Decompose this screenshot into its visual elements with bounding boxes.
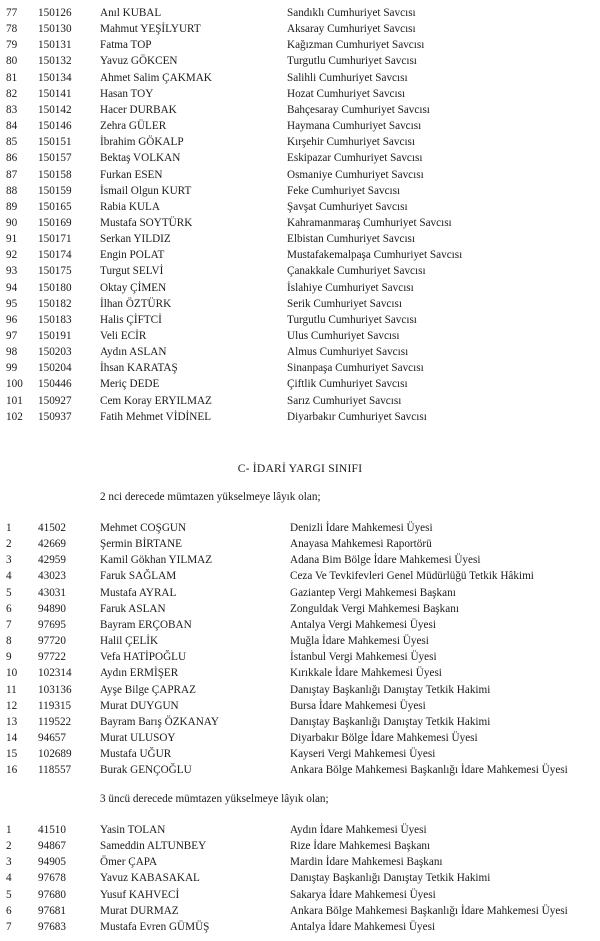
section-c-title: C- İDARİ YARGI SINIFI [237,462,363,475]
row-number: 94 [6,281,18,294]
position-title: Hozat Cumhuriyet Savcısı [287,87,406,100]
list-item [0,617,600,633]
registry-number: 97722 [38,651,66,664]
position-title: Danıştay Başkanlığı Danıştay Tetkik Hakimi [290,872,491,885]
person-name: Ayşe Bilge ÇAPRAZ [100,683,196,696]
person-name: Ömer ÇAPA [100,856,158,869]
position-title: Ankara Bölge Mahkemesi Başkanlığı İdare Mahkemesi Üyesi [290,904,568,917]
person-name: İsmail Olgun KURT [100,184,192,197]
row-number: 83 [6,103,18,116]
person-name: Furkan ESEN [100,168,163,181]
position-title: Ankara Bölge Mahkemesi Başkanlığı İdare Mahkemesi Üyesi [290,764,568,777]
list-item [0,601,600,617]
position-title: Eskipazar Cumhuriyet Savcısı [287,152,423,165]
person-name: Meriç DEDE [100,378,160,391]
person-name: Serkan YILDIZ [100,233,171,246]
registry-number: 150141 [38,87,72,100]
registry-number: 97678 [38,872,66,885]
registry-number: 150174 [38,249,72,262]
list-item [0,376,600,392]
registry-number: 150175 [38,265,72,278]
person-name: Rabia KULA [100,200,160,213]
list-item [0,344,600,360]
person-name: Murat DUYGUN [100,699,179,712]
list-item [0,199,600,215]
position-title: Sakarya İdare Mahkemesi Üyesi [290,888,436,901]
list-item [0,536,600,552]
list-item [0,665,600,681]
person-name: Yusuf KAHVECİ [100,888,180,901]
list-item [0,854,600,870]
position-title: Rize İdare Mahkemesi Başkanı [290,840,431,853]
registry-number: 102689 [38,748,72,761]
person-name: Mahmut YEŞİLYURT [100,23,201,36]
list-item [0,247,600,263]
registry-number: 150126 [38,7,72,19]
row-number: 80 [6,55,18,68]
row-number: 88 [6,184,18,197]
row-number: 91 [6,233,18,246]
registry-number: 150191 [38,330,72,342]
position-title: Kağızman Cumhuriyet Savcısı [287,39,425,52]
position-title: Aksaray Cumhuriyet Savcısı [287,23,416,36]
row-number: 79 [6,39,18,52]
position-title: Turgutlu Cumhuriyet Savcısı [287,313,417,326]
person-name: Mehmet COŞGUN [100,522,187,534]
list-item [0,838,600,854]
row-number: 3 [6,856,12,869]
registry-number: 150169 [38,216,72,229]
row-number: 2 [6,538,12,551]
position-title: Kırıkkale İdare Mahkemesi Üyesi [290,667,442,680]
person-name: Hasan TOY [100,87,154,100]
row-number: 16 [6,764,18,777]
registry-number: 150146 [38,120,72,133]
person-name: Mustafa Evren GÜMÜŞ [100,920,210,933]
list-item [0,870,600,886]
position-title: Antalya Vergi Mahkemesi Üyesi [290,618,436,631]
person-name: Yavuz GÖKCEN [100,55,178,68]
person-name: Mustafa UĞUR [100,748,172,761]
list-item [0,746,600,762]
row-number: 6 [6,904,12,917]
position-title: Serik Cumhuriyet Savcısı [287,297,402,310]
position-title: Salihli Cumhuriyet Savcısı [287,71,408,84]
position-title: Danıştay Başkanlığı Danıştay Tetkik Hakimi [290,683,491,696]
list-item [0,312,600,328]
subsection-1-heading: 2 nci derecede mümtazen yükselmeye lâyık olan; [100,491,321,503]
position-title: Mustafakemalpaşa Cumhuriyet Savcısı [287,249,463,262]
person-name: Turgut SELVİ [100,265,164,278]
list-item [0,167,600,183]
row-number: 85 [6,136,18,149]
list-item [0,134,600,150]
registry-number: 94867 [38,840,66,853]
list-item [0,150,600,166]
position-title: Osmaniye Cumhuriyet Savcısı [287,168,424,181]
person-name: Veli ECİR [100,330,147,342]
list-item [0,822,600,838]
person-name: Halil ÇELİK [100,635,159,648]
person-name: Oktay ÇİMEN [100,281,167,294]
row-number: 101 [6,394,23,407]
position-title: Diyarbakır Bölge İdare Mahkemesi Üyesi [290,731,478,744]
person-name: İlhan ÖZTÜRK [100,297,172,310]
registry-number: 150157 [38,152,72,165]
registry-number: 42669 [38,538,66,551]
position-title: Denizli İdare Mahkemesi Üyesi [290,522,433,534]
registry-number: 150134 [38,71,72,84]
row-number: 10 [6,667,18,680]
position-title: Bursa İdare Mahkemesi Üyesi [290,699,426,712]
person-name: Zehra GÜLER [100,120,167,133]
subsection-2-heading: 3 üncü derecede mümtazen yükselmeye lâyık olan; [100,793,329,805]
list-item [0,37,600,53]
person-name: Faruk SAĞLAM [100,570,177,583]
registry-number: 103136 [38,683,72,696]
person-name: Yasin TOLAN [100,824,166,836]
registry-number: 97683 [38,920,66,933]
person-name: Bayram ERÇOBAN [100,618,192,631]
position-title: Gaziantep Vergi Mahkemesi Başkanı [290,586,456,599]
person-name: İhsan KARATAŞ [100,362,178,375]
person-name: Anıl KUBAL [100,7,162,19]
list-item [0,887,600,903]
row-number: 100 [6,378,23,391]
registry-number: 150183 [38,313,72,326]
registry-number: 118557 [38,764,72,777]
registry-number: 41502 [38,522,66,534]
position-title: Haymana Cumhuriyet Savcısı [287,120,422,133]
row-number: 7 [6,618,12,631]
list-item [0,70,600,86]
row-number: 96 [6,313,18,326]
registry-number: 94905 [38,856,66,869]
registry-number: 43023 [38,570,66,583]
person-name: Sameddin ALTUNBEY [100,840,207,853]
row-number: 5 [6,586,12,599]
person-name: İbrahim GÖKALP [100,136,184,149]
row-number: 11 [6,683,17,696]
row-number: 9 [6,651,12,664]
registry-number: 97720 [38,635,66,648]
list-item [0,409,600,425]
row-number: 8 [6,635,12,648]
row-number: 78 [6,23,18,36]
position-title: Ulus Cumhuriyet Savcısı [287,330,400,342]
registry-number: 94890 [38,602,66,615]
position-title: Sarız Cumhuriyet Savcısı [287,394,402,407]
position-title: İstanbul Vergi Mahkemesi Üyesi [290,651,437,664]
list-item [0,714,600,730]
row-number: 84 [6,120,18,133]
row-number: 15 [6,748,18,761]
list-item [0,86,600,102]
registry-number: 97680 [38,888,66,901]
list-item [0,328,600,344]
person-name: Ahmet Salim ÇAKMAK [100,71,212,84]
position-title: Bahçesaray Cumhuriyet Savcısı [287,103,430,116]
list-item [0,762,600,778]
list-item [0,633,600,649]
position-title: Elbistan Cumhuriyet Savcısı [287,233,416,246]
row-number: 95 [6,297,18,310]
list-item [0,903,600,919]
row-number: 82 [6,87,18,100]
person-name: Murat DURMAZ [100,904,179,917]
registry-number: 150927 [38,394,72,407]
row-number: 14 [6,731,18,744]
row-number: 12 [6,699,18,712]
registry-number: 150203 [38,346,72,359]
row-number: 97 [6,330,18,342]
row-number: 5 [6,888,12,901]
list-item [0,215,600,231]
position-title: Turgutlu Cumhuriyet Savcısı [287,55,417,68]
row-number: 4 [6,872,12,885]
position-title: Şavşat Cumhuriyet Savcısı [287,200,408,213]
registry-number: 150130 [38,23,72,36]
row-number: 93 [6,265,18,278]
position-title: Muğla İdare Mahkemesi Üyesi [290,635,429,648]
person-name: Mustafa AYRAL [100,586,177,599]
person-name: Fatma TOP [100,39,152,52]
registry-number: 42959 [38,554,66,567]
row-number: 87 [6,168,18,181]
position-title: Sinanpaşa Cumhuriyet Savcısı [287,362,424,375]
registry-number: 150446 [38,378,72,391]
registry-number: 150132 [38,55,72,68]
list-item [0,698,600,714]
position-title: Çanakkale Cumhuriyet Savcısı [287,265,426,278]
person-name: Hacer DURBAK [100,103,177,116]
list-item [0,231,600,247]
person-name: Aydın ERMİŞER [100,667,179,680]
row-number: 81 [6,71,18,84]
row-number: 2 [6,840,12,853]
position-title: Diyarbakır Cumhuriyet Savcısı [287,410,427,423]
person-name: Kamil Gökhan YILMAZ [100,554,213,567]
position-title: Feke Cumhuriyet Savcısı [287,184,401,197]
registry-number: 150158 [38,168,72,181]
registry-number: 43031 [38,586,66,599]
list-item [0,118,600,134]
row-number: 89 [6,200,18,213]
position-title: İslahiye Cumhuriyet Savcısı [287,281,414,294]
row-number: 99 [6,362,18,375]
row-number: 90 [6,216,18,229]
position-title: Sandıklı Cumhuriyet Savcısı [287,7,416,19]
list-item [0,183,600,199]
list-item [0,682,600,698]
person-name: Mustafa SOYTÜRK [100,216,193,229]
registry-number: 150159 [38,184,72,197]
list-item [0,53,600,69]
position-title: Adana Bim Bölge İdare Mahkemesi Üyesi [290,554,481,567]
list-item [0,360,600,376]
position-title: Mardin İdare Mahkemesi Başkanı [290,856,443,869]
registry-number: 97681 [38,904,66,917]
position-title: Almus Cumhuriyet Savcısı [287,346,409,359]
position-title: Antalya İdare Mahkemesi Üyesi [290,920,436,933]
position-title: Ceza Ve Tevkifevleri Genel Müdürlüğü Tetkik Hâkimi [290,570,534,583]
position-title: Kayseri Vergi Mahkemesi Üyesi [290,748,436,761]
list-item [0,296,600,312]
row-number: 77 [6,7,18,19]
row-number: 92 [6,249,18,262]
position-title: Danıştay Başkanlığı Danıştay Tetkik Hakimi [290,715,491,728]
row-number: 7 [6,920,12,933]
person-name: Şermin BİRTANE [100,538,183,551]
person-name: Yavuz KABASAKAL [100,872,200,885]
registry-number: 150142 [38,103,72,116]
person-name: Bektaş VOLKAN [100,152,181,165]
registry-number: 102314 [38,667,72,680]
row-number: 4 [6,570,12,583]
registry-number: 97695 [38,618,66,631]
registry-number: 150151 [38,136,72,149]
list-item [0,102,600,118]
registry-number: 119522 [38,715,72,728]
list-item [0,393,600,409]
person-name: Bayram Barış ÖZKANAY [100,715,219,728]
list-item [0,21,600,37]
registry-number: 94657 [38,731,66,744]
position-title: Zonguldak Vergi Mahkemesi Başkanı [290,602,459,615]
registry-number: 41510 [38,824,66,836]
registry-number: 150131 [38,39,72,52]
row-number: 102 [6,410,23,423]
registry-number: 150937 [38,410,72,423]
row-number: 6 [6,602,12,615]
person-name: Halis ÇİFTCİ [100,313,162,326]
person-name: Fatih Mehmet VİDİNEL [100,410,212,423]
person-name: Burak GENÇOĞLU [100,764,192,777]
registry-number: 150171 [38,233,72,246]
list-item [0,552,600,568]
row-number: 13 [6,715,18,728]
person-name: Faruk ASLAN [100,602,166,615]
position-title: Aydın İdare Mahkemesi Üyesi [290,824,427,836]
position-title: Çiftlik Cumhuriyet Savcısı [287,378,408,391]
list-item [0,520,600,536]
registry-number: 119315 [38,699,72,712]
registry-number: 150182 [38,297,72,310]
row-number: 1 [6,522,12,534]
person-name: Vefa HATİPOĞLU [100,651,187,664]
person-name: Engin POLAT [100,249,165,262]
person-name: Aydın ASLAN [100,346,167,359]
registry-number: 150180 [38,281,72,294]
row-number: 98 [6,346,18,359]
person-name: Murat ULUSOY [100,731,176,744]
position-title: Anayasa Mahkemesi Raportörü [290,538,432,551]
row-number: 1 [6,824,12,836]
list-item [0,280,600,296]
person-name: Cem Koray ERYILMAZ [100,394,212,407]
list-item [0,730,600,746]
list-item [0,5,600,21]
position-title: Kırşehir Cumhuriyet Savcısı [287,136,416,149]
list-item [0,919,600,935]
position-title: Kahramanmaraş Cumhuriyet Savcısı [287,216,452,229]
list-item [0,568,600,584]
row-number: 3 [6,554,12,567]
list-item [0,263,600,279]
list-item [0,649,600,665]
list-item [0,585,600,601]
registry-number: 150165 [38,200,72,213]
registry-number: 150204 [38,362,72,375]
row-number: 86 [6,152,18,165]
